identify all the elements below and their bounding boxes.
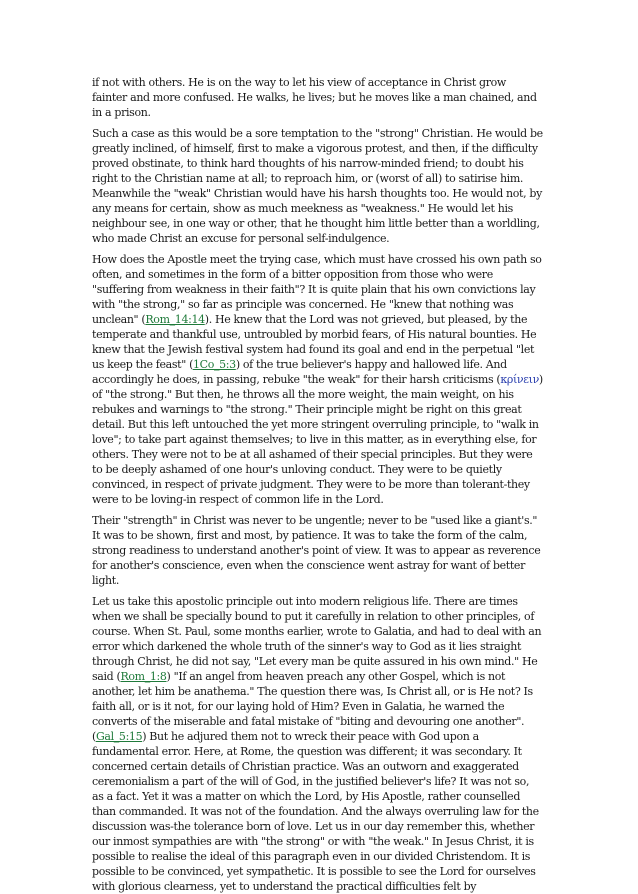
paragraph-text: How does the Apostle meet the trying case, which must have crossed his own path so often, and sometimes in the form of a bitter opposition from those who were "suffering from weakness in their faith"? It is quite plain that his own convictions lay with "the strong," so far as principle was concerned. He "knew that nothing was unclean" (	[92, 253, 542, 326]
scripture-reference-link[interactable]: Gal_5:15	[95, 730, 143, 743]
paragraph-text: ) But he adjured them not to wreck their peace with God upon a fundamental error. Here, at Rome, the question was different; it was secondary. It concerned certain details of Christian practice. Was an outworn and exaggerated ceremonialism a part of the will of God, in the justified believer's life? It was not so, as a fact. Yet it was a matter on which the Lord, by His Apostle, rather counselled than commanded. It was not of the foundation. And the always overruling law for the discussion was-the tolerance born of love. Let us in our day remember this, whether our inmost sympathies are with "the strong" or with "the weak." In Jesus Christ, it is possible to realise the ideal of this paragraph even in our divided Christendom. It is possible to be convinced, yet sympathetic. It is possible to see the Lord for ourselves with glorious clearness, yet to understand the practical difficulties felt by	[92, 730, 539, 893]
paragraph-text: ) of "the strong." But then, he throws all the more weight, the main weight, on his rebukes and warnings to "the strong." Their principle might be right on this great detail. But this left untouched the yet more stringent overruling principle, to "walk in love"; to take part against themselves; to live in this matter, as in everything else, for others. They were not to be at all ashamed of their special principles. But they were to be deeply ashamed of one hour's unloving conduct. They were to be quietly convinced, in respect of private judgment. They were to be more than tolerant-they were to be loving-in respect of common life in the Lord.	[92, 373, 543, 506]
paragraph-text: ) "If an angel from heaven preach any other Gospel, which is not another, let him be anathema." The question there was, Is Christ all, or is He not? Is faith all, or is it not, for our laying hold of Him? Even in Galatia, he warned the converts of the miserable and fatal mistake of "biting and devouring one another". (	[92, 670, 533, 743]
paragraph-text: Such a case as this would be a sore temptation to the "strong" Christian. He would be greatly inclined, of himself, first to make a vigorous protest, and then, if the difficulty proved obstinate, to think hard thoughts of his narrow-minded friend; to doubt his right to the Christian name at all; to reproach him, or (worst of all) to satirise him. Meanwhile the "weak" Christian would have his harsh thoughts too. He would not, by any means for certain, show as much meekness as "weakness." He would let his neighbour see, in one way or other, that he thought him little better than a worldling, who made Christ an excuse for personal self-indulgence.	[92, 127, 543, 245]
greek-term: κρίνειν	[500, 373, 539, 386]
paragraph-text: Let us take this apostolic principle out into modern religious life. There are times when we shall be specially bound to put it carefully in relation to other principles, of course. When St. Paul, some months earlier, wrote to Galatia, and had to deal with an error which darkened the whole truth of the sinner's way to God as it lies straight through Christ, he did not say, "Let every man be quite assured in his own mind." He said (	[92, 595, 542, 683]
paragraph	[92, 252, 543, 507]
paragraph	[92, 75, 543, 120]
paragraph-text: if not with others. He is on the way to let his view of acceptance in Christ grow fainter and more confused. He walks, he lives; but he moves like a man chained, and in a prison.	[92, 76, 537, 119]
scripture-reference-link[interactable]: 1Co_5:3	[193, 358, 236, 371]
scripture-reference-link[interactable]: Rom_14:14	[145, 313, 205, 326]
paragraph-text: ). He knew that the Lord was not grieved, but pleased, by the temperate and thankful use, untroubled by morbid fears, of His natural bounties. He knew that the Jewish festival system had found its goal and end in the perpetual "let us keep the feast" (	[92, 313, 537, 371]
scripture-reference-link[interactable]: Rom_1:8	[120, 670, 167, 683]
paragraph	[92, 126, 543, 246]
paragraph-text: Their "strength" in Christ was never to be ungentle; never to be "used like a giant's." It was to be shown, first and most, by patience. It was to take the form of the calm, strong readiness to understand another's point of view. It was to appear as reverence for another's conscience, even when the conscience went astray for want of better light.	[92, 514, 541, 587]
paragraph-text: ) of the true believer's happy and hallowed life. And accordingly he does, in passing, rebuke "the weak" for their harsh criticisms (	[92, 358, 507, 386]
paragraph	[92, 513, 543, 588]
paragraph	[92, 594, 543, 894]
